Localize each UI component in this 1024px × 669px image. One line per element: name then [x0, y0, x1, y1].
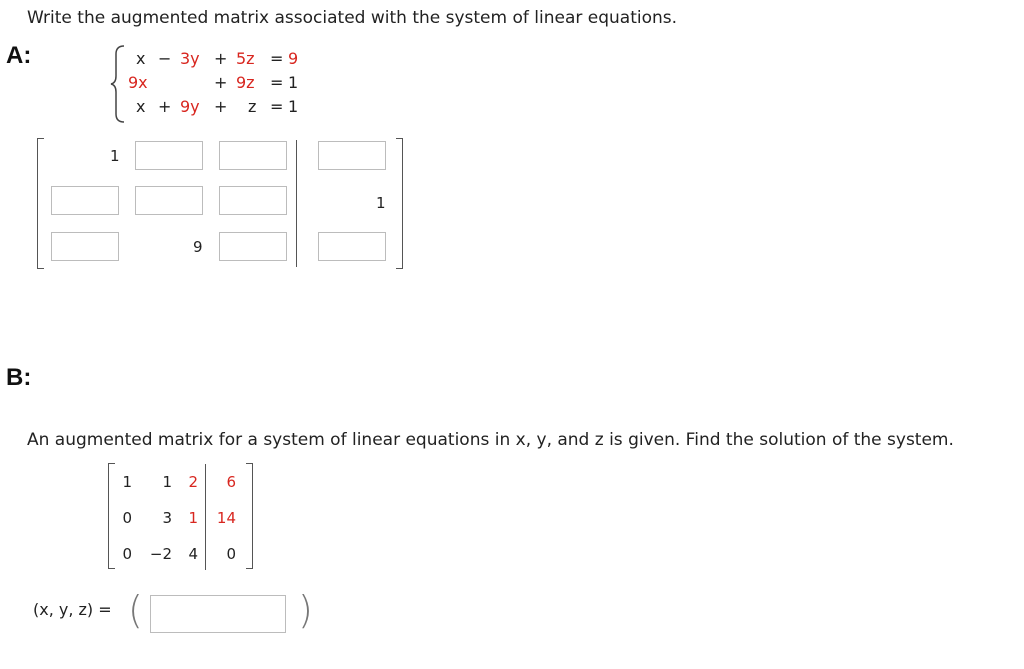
eq3-equals: = [270, 97, 284, 116]
matrix-a-r0c3-input[interactable] [318, 141, 386, 170]
eq3-term3: z [248, 97, 257, 116]
matrix-b-right-bracket [246, 463, 253, 569]
matrix-a-augment-line [296, 140, 297, 267]
matrix-a-r2c1-value: 9 [193, 238, 203, 256]
matrix-a-left-bracket [37, 138, 44, 269]
equation-row-1 [130, 47, 310, 71]
eq3-term1: x [136, 97, 146, 116]
part-a-prompt: Write the augmented matrix associated with the system of linear equations. [27, 8, 678, 28]
matrix-b-augment-line [205, 464, 206, 570]
eq1-term1: x [136, 49, 146, 68]
answer-close-paren: ) [298, 588, 313, 632]
matrix-a-r2c2-input[interactable] [219, 232, 287, 261]
matrix-a-r2c3-input[interactable] [318, 232, 386, 261]
eq1-op1: − [158, 49, 172, 68]
matrix-b-r2c0: 0 [122, 545, 132, 563]
eq3-term2: 9y [180, 97, 200, 116]
eq2-equals: = [270, 73, 284, 92]
matrix-b-r1c2: 1 [188, 509, 198, 527]
matrix-a-r0c0-value: 1 [110, 147, 120, 165]
part-a-label: A: [6, 42, 32, 69]
eq1-rhs: 9 [288, 49, 299, 68]
matrix-b-r0c2: 2 [188, 473, 198, 491]
matrix-b-r2c2: 4 [188, 545, 198, 563]
equation-row-2 [130, 71, 310, 95]
eq2-op2: + [214, 73, 228, 92]
matrix-a-r0c2-input[interactable] [219, 141, 287, 170]
part-b-prompt: An augmented matrix for a system of linear equations in x, y, and z is given. Find the solution of the system. [27, 430, 954, 450]
matrix-a-r1c2-input[interactable] [219, 186, 287, 215]
eq1-term2: 3y [180, 49, 200, 68]
eq1-op2: + [214, 49, 228, 68]
answer-label: (x, y, z) = [33, 600, 112, 619]
eq2-term1: 9x [128, 73, 148, 92]
eq2-term3: 9z [236, 73, 255, 92]
matrix-a-r1c3-value: 1 [376, 194, 386, 212]
system-brace [110, 44, 128, 124]
matrix-b-r1c0: 0 [122, 509, 132, 527]
matrix-a-r1c1-input[interactable] [135, 186, 203, 215]
matrix-b-r0c1: 1 [162, 473, 172, 491]
eq1-term3: 5z [236, 49, 255, 68]
solution-input[interactable] [150, 595, 286, 633]
matrix-b-r1c1: 3 [162, 509, 172, 527]
matrix-b-r1c3: 14 [216, 509, 236, 527]
matrix-b-r0c0: 1 [122, 473, 132, 491]
equation-system [130, 47, 310, 119]
matrix-b-r2c1: −2 [149, 545, 172, 563]
eq3-rhs: 1 [288, 97, 299, 116]
eq3-op2: + [214, 97, 228, 116]
eq3-op1: + [158, 97, 172, 116]
eq1-equals: = [270, 49, 284, 68]
matrix-b-r0c3: 6 [226, 473, 236, 491]
matrix-b-r2c3: 0 [226, 545, 236, 563]
eq2-rhs: 1 [288, 73, 299, 92]
matrix-a-right-bracket [396, 138, 403, 269]
matrix-a-r2c0-input[interactable] [51, 232, 119, 261]
matrix-a-r0c1-input[interactable] [135, 141, 203, 170]
matrix-a-r1c0-input[interactable] [51, 186, 119, 215]
answer-open-paren: ( [128, 588, 143, 632]
part-b-label: B: [6, 364, 32, 391]
equation-row-3 [130, 95, 310, 119]
